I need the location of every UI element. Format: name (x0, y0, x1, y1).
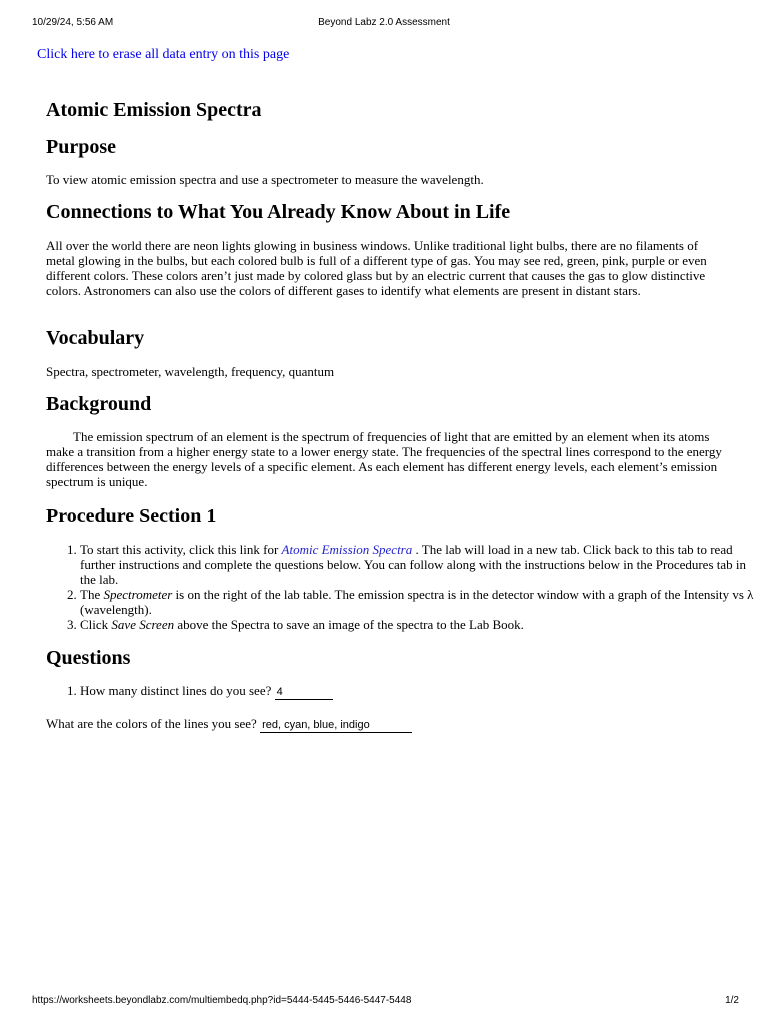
procedure-step (80, 587, 760, 617)
questions-list (46, 683, 760, 700)
purpose-heading: Purpose (46, 136, 116, 158)
print-page-number: 1/2 (725, 995, 739, 1006)
print-header (0, 17, 768, 31)
connections-text: All over the world there are neon lights glowing in business windows. Unlike traditional light bulbs, there are no filaments of metal glowing in the bulbs, but each colored bulb is full of a different type of gas. You may see red, green, pink, purple or even different colors. These colors aren’t just made by colored glass but by an electric current that causes the gas to glow distinctive colors. Astronomers can also use the colors of different gases to identify what elements are present in distant stars. (46, 238, 707, 298)
connections-heading: Connections to What You Already Know About in Life (46, 201, 511, 223)
step1-pre: To start this activity, click this link for (80, 542, 282, 557)
question-2 (46, 716, 726, 733)
step2-post: is on the right of the lab table. The emission spectra is in the detector window with a graph of the Intensity vs λ (wavelength). (80, 587, 754, 617)
question-2-answer-field[interactable]: red, cyan, blue, indigo (260, 718, 412, 733)
question-1-answer-field[interactable]: 4 (275, 685, 333, 700)
procedure-step (80, 617, 760, 632)
question-2-text: What are the colors of the lines you see? (46, 716, 257, 731)
procedure-step (80, 542, 760, 587)
step3-post: above the Spectra to save an image of the spectra to the Lab Book. (174, 617, 524, 632)
page-title: Atomic Emission Spectra (46, 99, 262, 121)
vocabulary-heading: Vocabulary (46, 327, 145, 349)
background-heading: Background (46, 393, 152, 415)
question-1-text: How many distinct lines do you see? (80, 683, 272, 698)
print-datetime: 10/29/24, 5:56 AM (32, 17, 114, 28)
question-item (80, 683, 760, 700)
erase-data-link[interactable]: Click here to erase all data entry on this page (37, 47, 290, 62)
spectrometer-term: Spectrometer (103, 587, 173, 602)
vocabulary-text: Spectra, spectrometer, wavelength, frequency, quantum (46, 364, 335, 379)
step3-pre: Click (80, 617, 112, 632)
procedure-heading: Procedure Section 1 (46, 505, 217, 527)
questions-heading: Questions (46, 647, 131, 669)
procedure-steps (46, 542, 760, 632)
save-screen-term: Save Screen (111, 617, 175, 632)
atomic-emission-spectra-link[interactable]: Atomic Emission Spectra (281, 542, 413, 557)
step1-post: . The lab will load in a new tab. Click back to this tab to read further instructions and complete the questions below. You can follow along with the instructions below in the Procedures tab in the lab. (80, 542, 747, 587)
purpose-text: To view atomic emission spectra and use a spectrometer to measure the wavelength. (46, 172, 484, 187)
print-title: Beyond Labz 2.0 Assessment (318, 17, 450, 28)
print-url: https://worksheets.beyondlabz.com/multiembedq.php?id=5444-5445-5446-5447-5448 (32, 995, 412, 1006)
print-footer (0, 995, 768, 1009)
background-text: The emission spectrum of an element is the spectrum of frequencies of light that are emitted by an element when its atoms make a transition from a higher energy state to a lower energy state. The frequencies of the spectral lines correspond to the energy differences between the energy levels of a specific element. As each element has different energy levels, each element’s emission spectrum is unique. (46, 429, 722, 489)
step2-pre: The (80, 587, 104, 602)
